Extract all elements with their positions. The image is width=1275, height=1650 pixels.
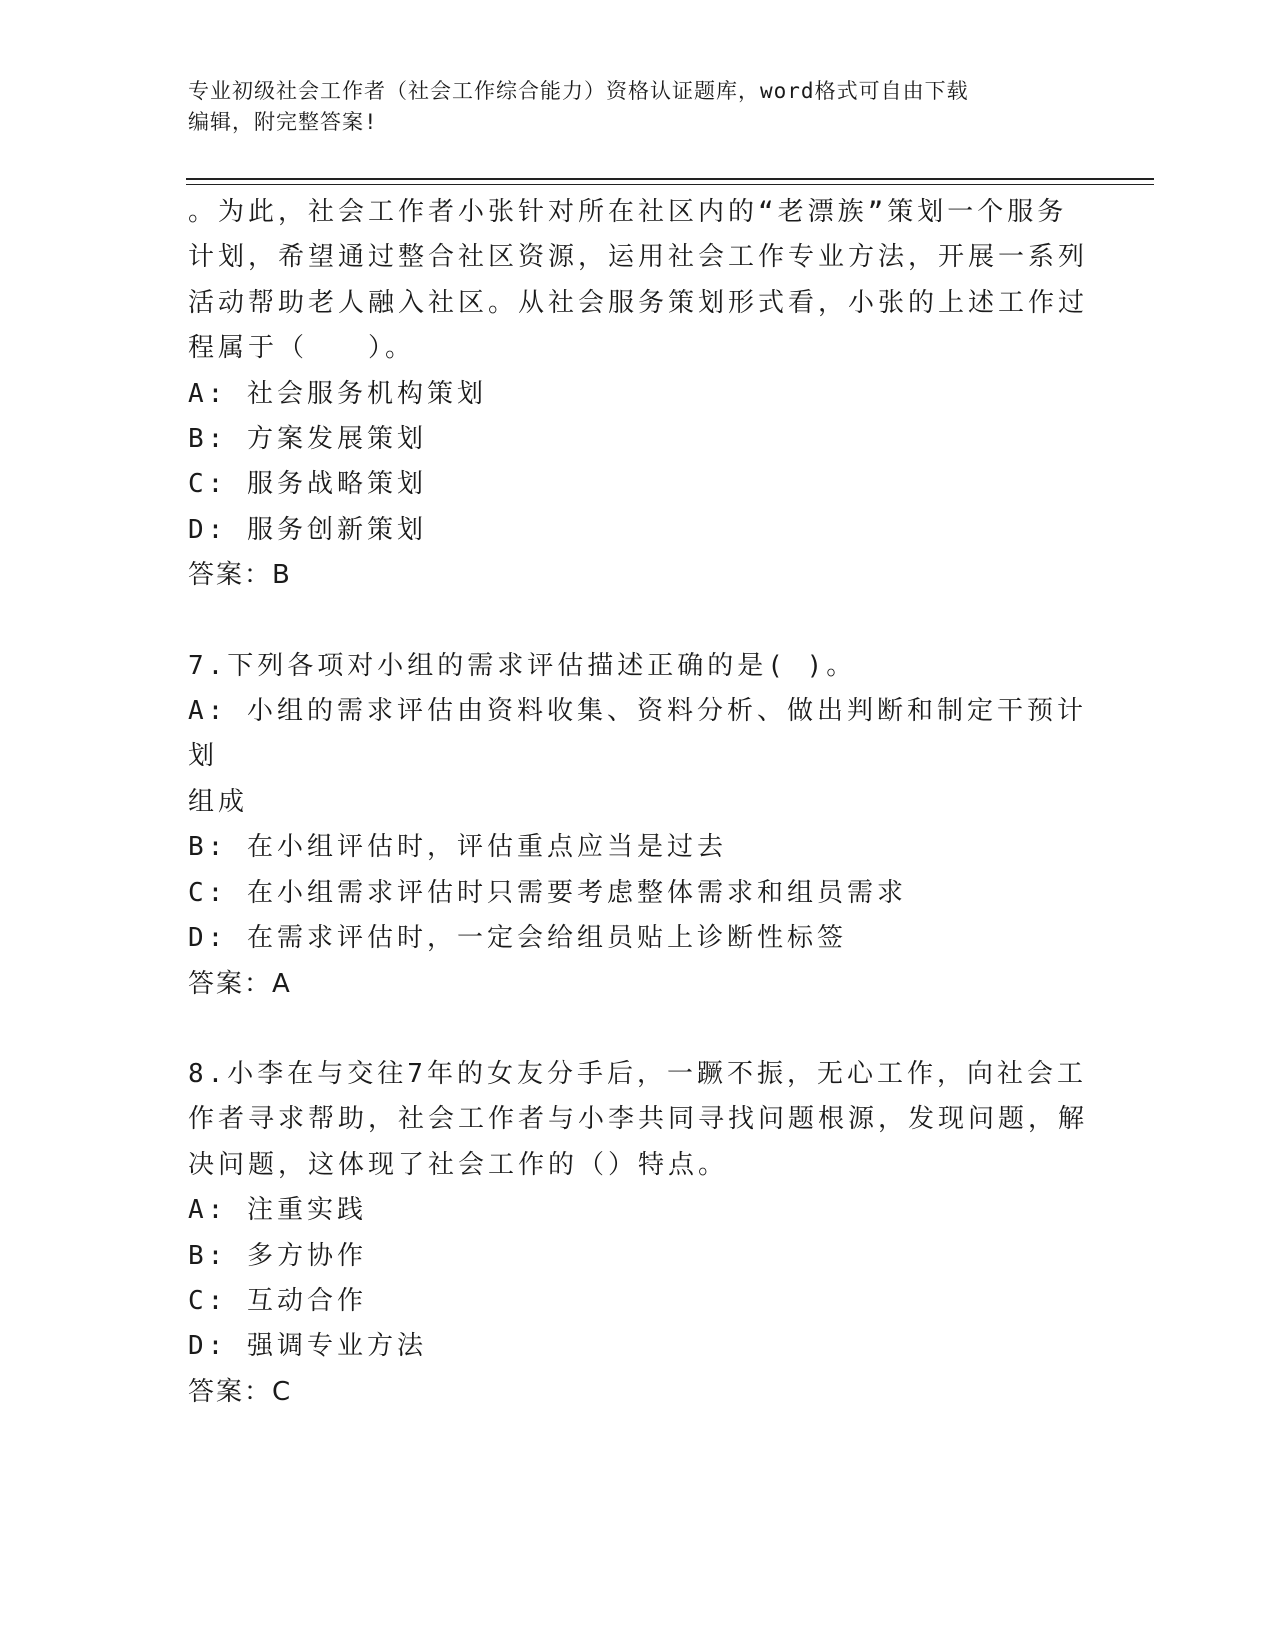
option-b: B: 多方协作 [188,1240,367,1271]
question-text-line: 决问题，这体现了社会工作的（）特点。 [188,1149,729,1180]
option-b: B: 在小组评估时，评估重点应当是过去 [188,832,727,863]
option-d: D: 强调专业方法 [188,1331,427,1362]
header-divider-thick [186,178,1154,180]
option-a: A: 社会服务机构策划 [188,378,487,409]
option-c: C: 服务战略策划 [188,469,427,500]
question-6 [188,190,1088,599]
question-content [188,190,1088,1415]
question-text-line: 计划，希望通过整合社区资源，运用社会工作专业方法，开展一系列 [188,242,1089,273]
question-text-line: 7.下列各项对小组的需求评估描述正确的是( )。 [188,650,857,681]
question-text-line: 8.小李在与交往7年的女友分手后，一蹶不振，无心工作，向社会工 [188,1058,1087,1089]
question-text-line: 。为此，社会工作者小张针对所在社区内的“老漂族”策划一个服务 [188,197,1068,227]
option-a: A: 小组的需求评估由资料收集、资料分析、做出判断和制定干预计划 [188,696,1087,772]
option-d: D: 在需求评估时，一定会给组员贴上诊断性标签 [188,923,847,954]
answer-line: 答案：A [188,968,292,999]
header-line-1: 专业初级社会工作者（社会工作综合能力）资格认证题库，word格式可自由下载 [188,79,969,103]
option-a: A: 注重实践 [188,1195,367,1226]
document-header [188,76,1068,138]
option-b: B: 方案发展策划 [188,424,427,455]
answer-line: 答案：C [188,1376,293,1407]
option-a-continued: 组成 [188,786,249,817]
option-d: D: 服务创新策划 [188,514,427,545]
question-7 [188,644,1088,1007]
option-c: C: 互动合作 [188,1285,367,1316]
question-text-line: 活动帮助老人融入社区。从社会服务策划形式看，小张的上述工作过 [188,287,1089,318]
header-line-2: 编辑，附完整答案! [188,110,378,134]
option-c: C: 在小组需求评估时只需要考虑整体需求和组员需求 [188,877,907,908]
header-divider-thin [186,184,1154,185]
question-text-line: 作者寻求帮助，社会工作者与小李共同寻找问题根源，发现问题，解 [188,1104,1089,1135]
answer-line: 答案：B [188,560,292,591]
question-8 [188,1052,1088,1415]
question-text-line: 程属于（ ）。 [188,333,416,364]
